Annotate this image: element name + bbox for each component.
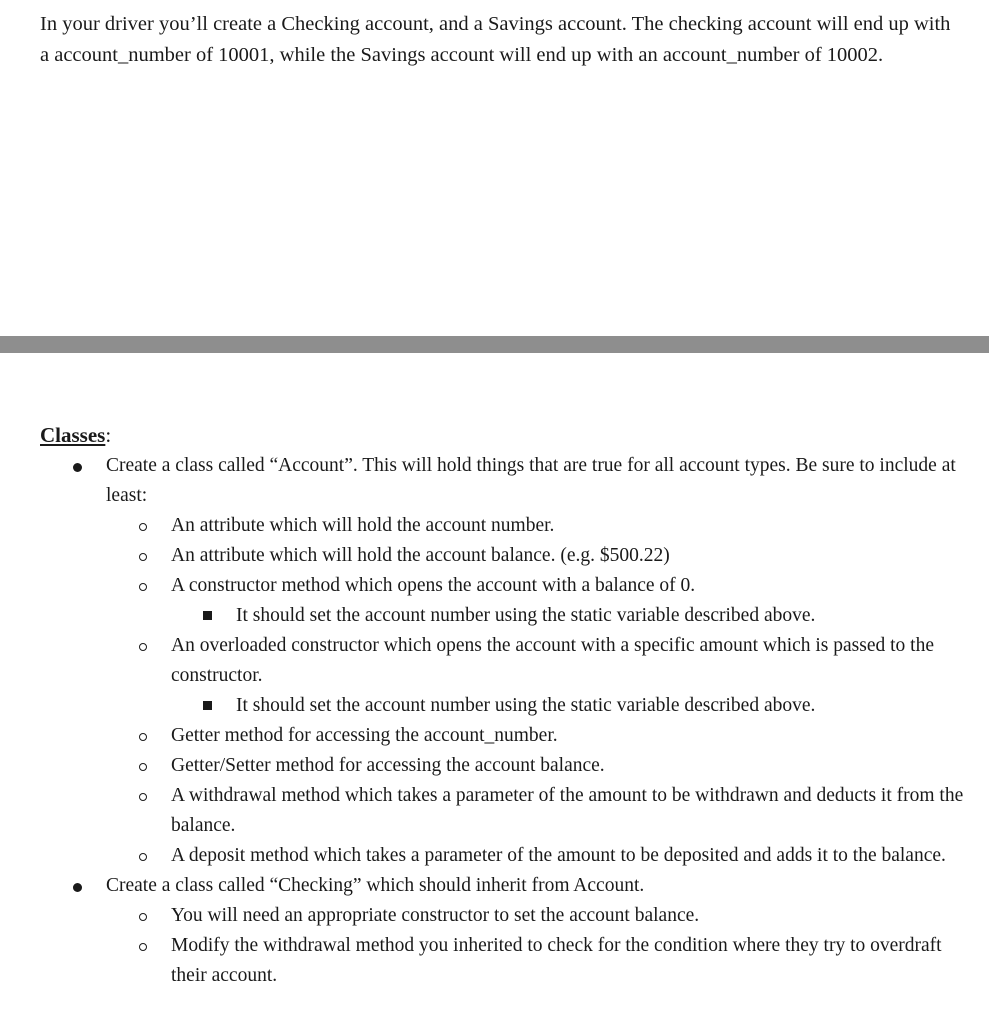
list-item-text: A constructor method which opens the account with a balance of 0. xyxy=(171,575,696,596)
circle-bullet-icon xyxy=(139,721,147,751)
list-item xyxy=(106,841,970,871)
circle-bullet-icon xyxy=(139,841,147,871)
list-item-text: Create a class called “Checking” which should inherit from Account. xyxy=(106,875,645,896)
list-item xyxy=(171,691,970,721)
circle-bullet-icon xyxy=(139,781,147,811)
circle-bullet-icon xyxy=(139,901,147,931)
intro-paragraph: In your driver you’ll create a Checking account, and a Savings account. The checking account will end up with a account_number of 10001, while the Savings account will end up with an account_number of 10002. xyxy=(40,13,951,66)
circle-bullet-icon xyxy=(139,541,147,571)
list-item-text: Getter method for accessing the account_number. xyxy=(171,725,558,746)
list-item-text: It should set the account number using the static variable described above. xyxy=(236,695,816,716)
list-item-text: An overloaded constructor which opens the account with a specific amount which is passed to the constructor. xyxy=(171,635,934,686)
circle-bullet-icon xyxy=(139,631,147,661)
list-item xyxy=(106,511,970,541)
list-item-text: An attribute which will hold the account number. xyxy=(171,515,555,536)
list-item xyxy=(106,901,970,931)
circle-bullet-icon xyxy=(139,511,147,541)
list-item xyxy=(106,631,970,721)
list-item-text: Modify the withdrawal method you inherited to check for the condition where they try to overdraft their account. xyxy=(171,935,942,986)
list-item-text: An attribute which will hold the account balance. (e.g. $500.22) xyxy=(171,545,670,566)
classes-heading-text: Classes xyxy=(40,423,106,447)
list-item-text: Getter/Setter method for accessing the account balance. xyxy=(171,755,605,776)
list-item xyxy=(106,721,970,751)
list-item xyxy=(106,931,970,991)
circle-bullet-icon xyxy=(139,931,147,961)
overloaded-constructor-sublist xyxy=(171,691,970,721)
list-item xyxy=(106,571,970,631)
classes-heading xyxy=(40,420,970,451)
page-divider xyxy=(0,336,989,353)
square-bullet-icon xyxy=(203,601,212,631)
list-item-checking-class xyxy=(40,871,970,991)
list-item-text: A withdrawal method which takes a parameter of the amount to be withdrawn and deducts it from the balance. xyxy=(171,785,964,836)
list-item-text: A deposit method which takes a parameter of the amount to be deposited and adds it to the balance. xyxy=(171,845,946,866)
list-item xyxy=(106,541,970,571)
list-item xyxy=(106,751,970,781)
list-item-account-class xyxy=(40,451,970,871)
list-item-text: You will need an appropriate constructor to set the account balance. xyxy=(171,905,700,926)
classes-section xyxy=(40,420,970,991)
list-item-text: Create a class called “Account”. This will hold things that are true for all account types. Be sure to include at least: xyxy=(106,455,956,506)
circle-bullet-icon xyxy=(139,571,147,601)
bullet-icon xyxy=(73,451,82,481)
list-item-text: It should set the account number using the static variable described above. xyxy=(236,605,816,626)
bullet-icon xyxy=(73,871,82,901)
account-sublist xyxy=(106,511,970,871)
classes-list xyxy=(40,451,970,991)
list-item xyxy=(171,601,970,631)
square-bullet-icon xyxy=(203,691,212,721)
classes-heading-colon: : xyxy=(105,423,112,447)
circle-bullet-icon xyxy=(139,751,147,781)
checking-sublist xyxy=(106,901,970,991)
constructor-sublist xyxy=(171,601,970,631)
list-item xyxy=(106,781,970,841)
